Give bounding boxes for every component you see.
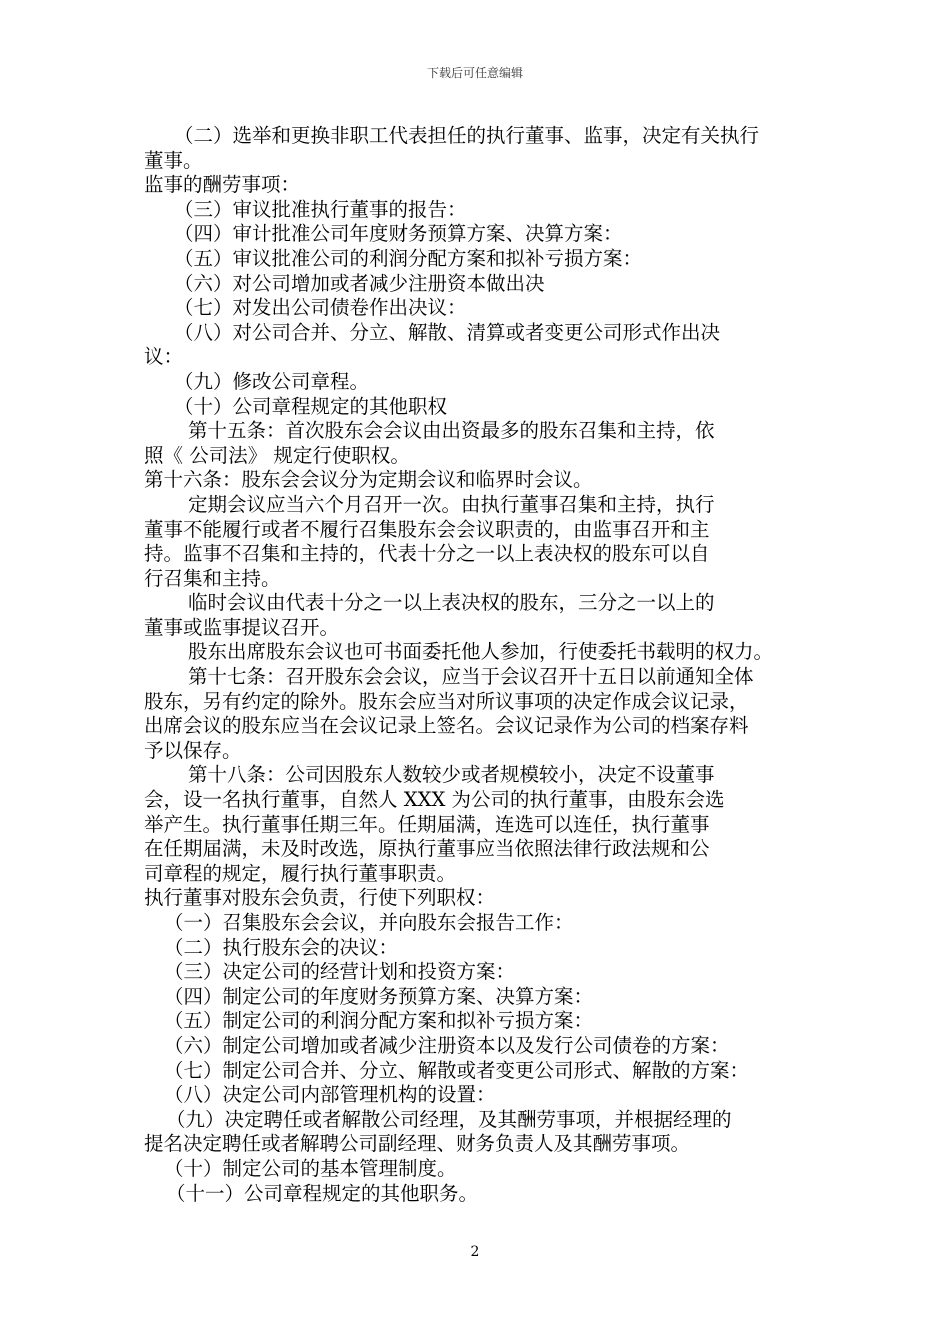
text-line: 提名决定聘任或者解聘公司副经理、财务负责人及其酬劳事项。 — [144, 1132, 691, 1156]
text-line: （二）选举和更换非职工代表担任的执行董事、监事，决定有关执行 — [174, 124, 760, 147]
text-line: 第十六条：股东会会议分为定期会议和临界时会议。 — [144, 468, 593, 492]
text-line: 予以保存。 — [144, 738, 242, 762]
text-line: （三）审议批准执行董事的报告： — [174, 197, 467, 221]
text-line: （六）制定公司增加或者减少注册资本以及发行公司债卷的方案： — [164, 1033, 730, 1057]
text-line: 股东出席股东会议也可书面委托他人参加，行使委托书载明的权力。 — [188, 640, 774, 664]
text-line: （九）修改公司章程。 — [174, 369, 370, 393]
text-line: 出席会议的股东应当在会议记录上签名。会议记录作为公司的档案存料 — [144, 714, 749, 738]
text-line: 定期会议应当六个月召开一次。由执行董事召集和主持，执行 — [188, 492, 715, 516]
text-line: 执行董事对股东会负责，行使下列职权： — [144, 886, 496, 910]
text-line: （二）执行股东会的决议： — [164, 935, 399, 959]
text-line: 行召集和主持。 — [144, 566, 281, 590]
text-line: （四）制定公司的年度财务预算方案、决算方案： — [164, 984, 594, 1008]
text-line: 临时会议由代表十分之一以上表决权的股东，三分之一以上的 — [188, 591, 715, 615]
text-line: （四）审计批准公司年度财务预算方案、决算方案： — [174, 222, 623, 246]
text-line: （七）制定公司合并、分立、解散或者变更公司形式、解散的方案： — [164, 1058, 750, 1082]
document-body — [144, 124, 812, 1206]
text-line: （十）公司章程规定的其他职权 — [174, 394, 448, 418]
text-line: 股东，另有约定的除外。股东会应当对所议事项的决定作成会议记录， — [144, 689, 749, 713]
text-line: 监事的酬劳事项： — [144, 173, 301, 197]
text-line: （十一）公司章程规定的其他职务。 — [166, 1181, 479, 1205]
text-line: 举产生。执行董事任期三年。任期届满，连选可以连任，执行董事 — [144, 812, 710, 836]
text-line: 董事不能履行或者不履行召集股东会会议职责的，由监事召开和主 — [144, 517, 710, 541]
text-line: 会，设一名执行董事，自然人 XXX 为公司的执行董事，由股东会选 — [144, 788, 725, 812]
text-line: 司章程的规定，履行执行董事职责。 — [144, 861, 457, 885]
text-line: （五）审议批准公司的利润分配方案和拟补亏损方案： — [174, 246, 643, 270]
page-number: 2 — [470, 1244, 480, 1260]
text-line: 董事或监事提议召开。 — [144, 615, 340, 639]
text-line: 持。监事不召集和主持的，代表十分之一以上表决权的股东可以自 — [144, 542, 710, 566]
text-line: （三）决定公司的经营计划和投资方案： — [164, 960, 516, 984]
text-line: （八）决定公司内部管理机构的设置： — [164, 1083, 496, 1107]
text-line: 照《 公司法》 规定行使职权。 — [144, 443, 410, 467]
text-line: 议： — [144, 345, 184, 369]
text-line: （八）对公司合并、分立、解散、清算或者变更公司形式作出决 — [174, 320, 721, 344]
text-line: 在任期届满，未及时改选，原执行董事应当依照法律行政法规和公 — [144, 837, 710, 861]
text-line: （十）制定公司的基本管理制度。 — [164, 1156, 457, 1180]
text-line: （六）对公司增加或者减少注册资本做出决 — [174, 271, 545, 295]
text-line: （一）召集股东会会议，并向股东会报告工作： — [164, 911, 574, 934]
text-line: 董事。 — [144, 148, 203, 172]
text-line: （五）制定公司的利润分配方案和拟补亏损方案： — [164, 1009, 594, 1033]
text-line: 第十八条：公司因股东人数较少或者规模较小，决定不设董事 — [188, 763, 715, 787]
text-line: （九）决定聘任或者解散公司经理，及其酬劳事项，并根据经理的 — [166, 1107, 732, 1131]
page-header: 下载后可任意编辑 — [426, 66, 523, 80]
text-line: 第十五条：首次股东会会议由出资最多的股东召集和主持，依 — [188, 419, 715, 443]
text-line: （七）对发出公司债卷作出决议： — [174, 296, 467, 320]
text-line: 第十七条：召开股东会会议，应当于会议召开十五日以前通知全体 — [188, 665, 754, 689]
